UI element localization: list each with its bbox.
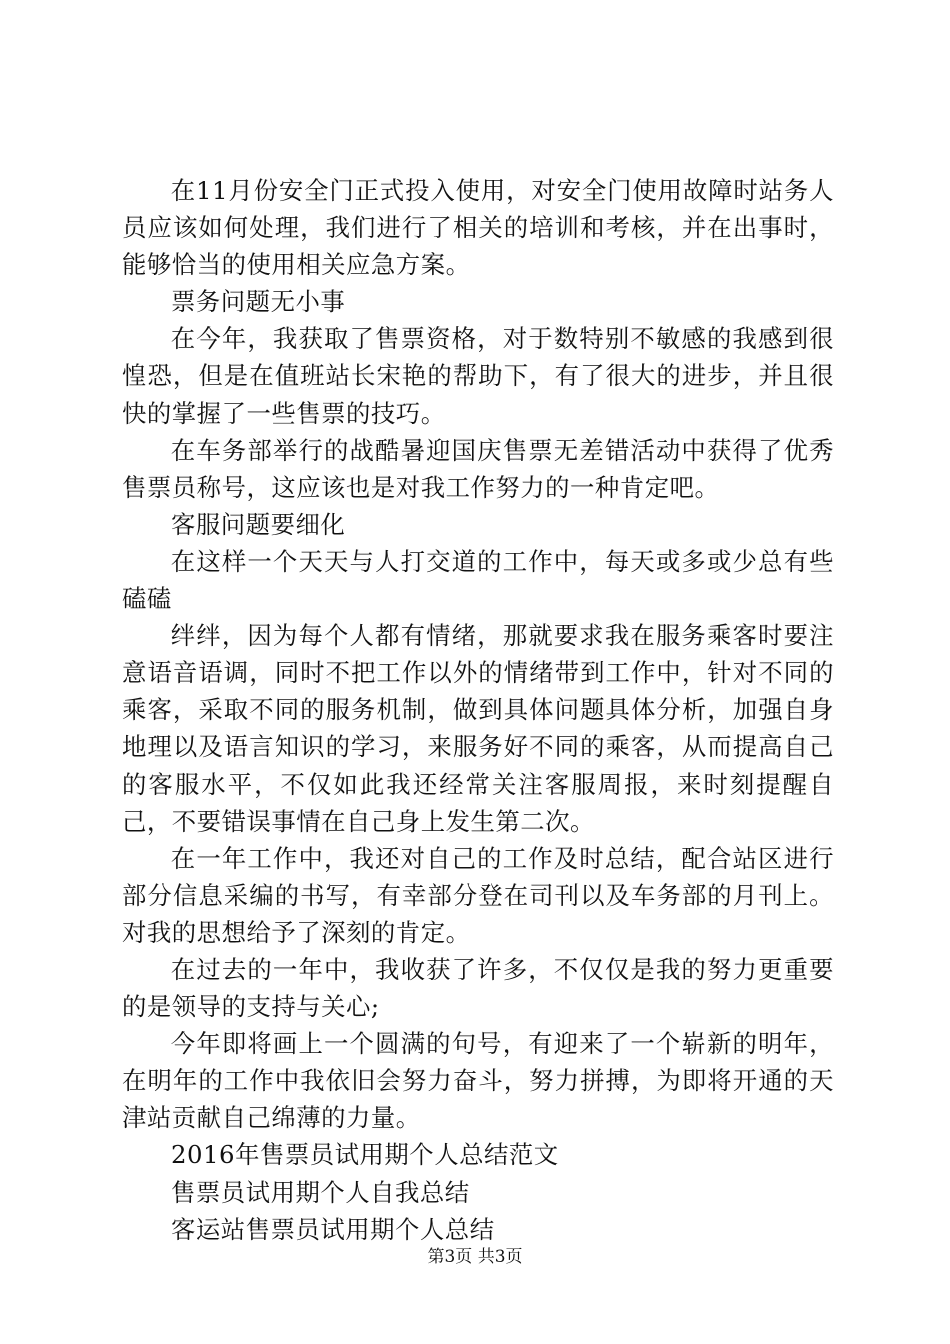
paragraph: 在这样一个天天与人打交道的工作中，每天或多或少总有些磕磕	[122, 546, 834, 614]
document-body	[122, 172, 834, 1248]
paragraph: 在过去的一年中，我收获了许多，不仅仅是我的努力更重要的是领导的支持与关心;	[122, 954, 834, 1022]
page-number-footer: 第3页 共3页	[427, 1247, 523, 1267]
paragraph: 在车务部举行的战酷暑迎国庆售票无差错活动中获得了优秀售票员称号，这应该也是对我工作努力的一种肯定吧。	[122, 435, 834, 502]
paragraph: 今年即将画上一个圆满的句号，有迎来了一个崭新的明年，在明年的工作中我依旧会努力奋斗，努力拼搏，为即将开通的天津站贡献自己绵薄的力量。	[122, 1029, 834, 1133]
related-article-link: 售票员试用期个人自我总结	[171, 1177, 470, 1207]
paragraph: 绊绊，因为每个人都有情绪，那就要求我在服务乘客时要注意语音语调，同时不把工作以外的情绪带到工作中，针对不同的乘客，采取不同的服务机制，做到具体问题具体分析，加强自身地理以及语言知识的学习，来服务好不同的乘客，从而提高自己的客服水平，不仅如此我还经常关注客服周报，来时刻提醒自己，不要错误事情在自己身上发生第二次。	[122, 621, 834, 836]
paragraph: 在一年工作中，我还对自己的工作及时总结，配合站区进行部分信息采编的书写，有幸部分登在司刊以及车务部的月刊上。对我的思想给予了深刻的肯定。	[122, 843, 834, 947]
section-heading: 客服问题要细化	[171, 509, 346, 539]
related-article-link: 客运站售票员试用期个人总结	[171, 1214, 495, 1244]
related-article-link: 2016年售票员试用期个人总结范文	[171, 1140, 559, 1170]
paragraph: 在今年，我获取了售票资格，对于数特别不敏感的我感到很惶恐，但是在值班站长宋艳的帮助下，有了很大的进步，并且很快的掌握了一些售票的技巧。	[122, 324, 834, 428]
paragraph: 在11月份安全门正式投入使用，对安全门使用故障时站务人员应该如何处理，我们进行了相关的培训和考核，并在出事时，能够恰当的使用相关应急方案。	[122, 176, 834, 280]
section-heading: 票务问题无小事	[171, 287, 346, 317]
